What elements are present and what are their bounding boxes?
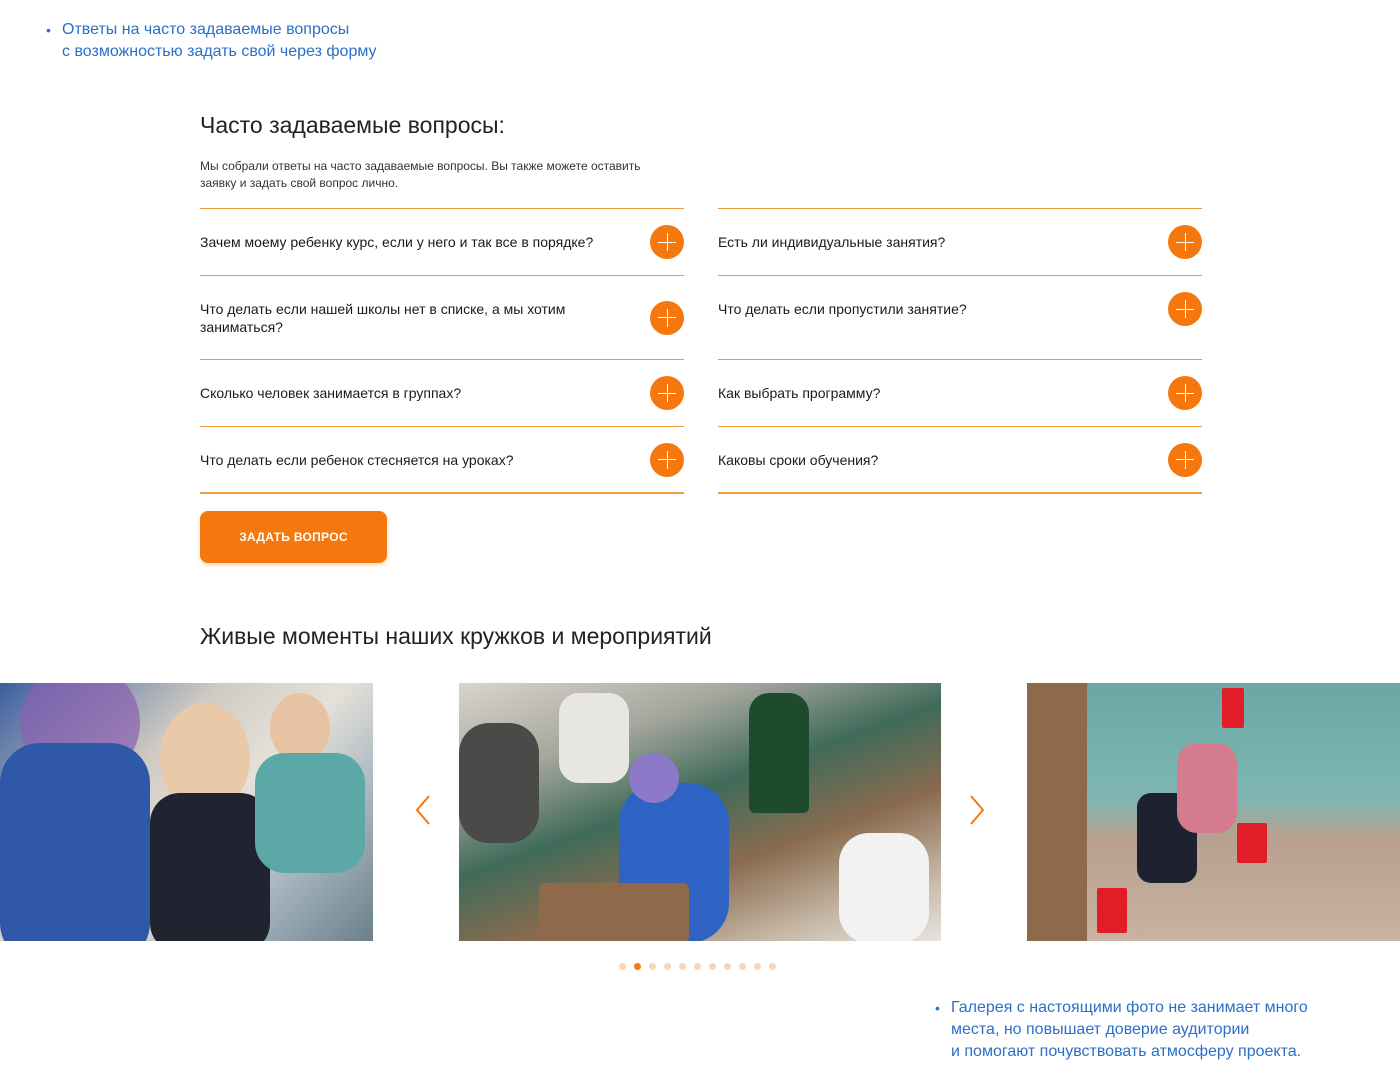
faq-item[interactable]	[718, 209, 1202, 276]
faq-item[interactable]	[718, 276, 1202, 360]
carousel-dot[interactable]	[754, 963, 761, 970]
carousel-dot[interactable]	[724, 963, 731, 970]
faq-item[interactable]	[200, 209, 684, 276]
bullet-icon: •	[46, 22, 51, 38]
carousel-dot[interactable]	[664, 963, 671, 970]
faq-question: Что делать если ребенок стесняется на уроках?	[200, 451, 514, 468]
carousel-dot[interactable]	[709, 963, 716, 970]
faq-item[interactable]	[200, 276, 684, 360]
chevron-right-icon[interactable]	[966, 793, 988, 827]
faq-question: Сколько человек занимается в группах?	[200, 385, 462, 401]
carousel-dot[interactable]	[769, 963, 776, 970]
carousel-dot[interactable]	[649, 963, 656, 970]
plus-icon[interactable]	[650, 225, 684, 259]
carousel-dot[interactable]	[694, 963, 701, 970]
faq-question: Как выбрать программу?	[718, 385, 881, 401]
faq-title: Часто задаваемые вопросы:	[200, 112, 505, 138]
carousel-dot[interactable]	[634, 963, 641, 970]
chevron-left-icon[interactable]	[412, 793, 434, 827]
faq-column-right	[718, 208, 1202, 494]
plus-icon[interactable]	[650, 376, 684, 410]
plus-icon[interactable]	[650, 301, 684, 335]
plus-icon[interactable]	[1168, 376, 1202, 410]
gallery-photo	[1027, 683, 1400, 941]
gallery-photo	[459, 683, 941, 941]
faq-question: Зачем моему ребенку курс, если у него и так все в порядке?	[200, 234, 594, 250]
faq-item[interactable]	[200, 427, 684, 494]
annotation-line: и помогают почувствовать атмосферу проекта.	[951, 1043, 1302, 1060]
annotation-faq	[46, 19, 377, 63]
annotation-line: с возможностью задать свой через форму	[62, 43, 377, 60]
ask-question-button[interactable]: ЗАДАТЬ ВОПРОС	[200, 511, 387, 563]
faq-question: Каковы сроки обучения?	[718, 451, 879, 468]
carousel-dot[interactable]	[739, 963, 746, 970]
gallery-photo	[0, 683, 373, 941]
faq-item[interactable]	[718, 427, 1202, 494]
annotation-line: Галерея с настоящими фото не занимает много	[951, 999, 1308, 1016]
faq-subtitle: Мы собрали ответы на часто задаваемые вопросы. Вы также можете оставить заявку и задать свой вопрос лично.	[200, 159, 641, 190]
faq-question: Есть ли индивидуальные занятия?	[718, 234, 946, 250]
faq-question: Что делать если пропустили занятие?	[718, 301, 967, 317]
faq-item[interactable]	[718, 360, 1202, 427]
faq-item[interactable]	[200, 360, 684, 427]
annotation-line: места, но повышает доверие аудитории	[951, 1021, 1250, 1038]
annotation-gallery	[935, 997, 1308, 1063]
annotation-line: Ответы на часто задаваемые вопросы	[62, 21, 350, 38]
carousel-dot[interactable]	[619, 963, 626, 970]
gallery-title: Живые моменты наших кружков и мероприятий	[200, 623, 712, 649]
bullet-icon: •	[935, 1000, 940, 1016]
plus-icon[interactable]	[1168, 292, 1202, 326]
plus-icon[interactable]	[1168, 443, 1202, 477]
carousel-dot[interactable]	[679, 963, 686, 970]
plus-icon[interactable]	[650, 443, 684, 477]
carousel-pagination	[619, 963, 776, 970]
faq-column-left	[200, 208, 684, 494]
faq-question: Что делать если нашей школы нет в списке, а мы хотим заниматься?	[200, 300, 566, 335]
plus-icon[interactable]	[1168, 225, 1202, 259]
